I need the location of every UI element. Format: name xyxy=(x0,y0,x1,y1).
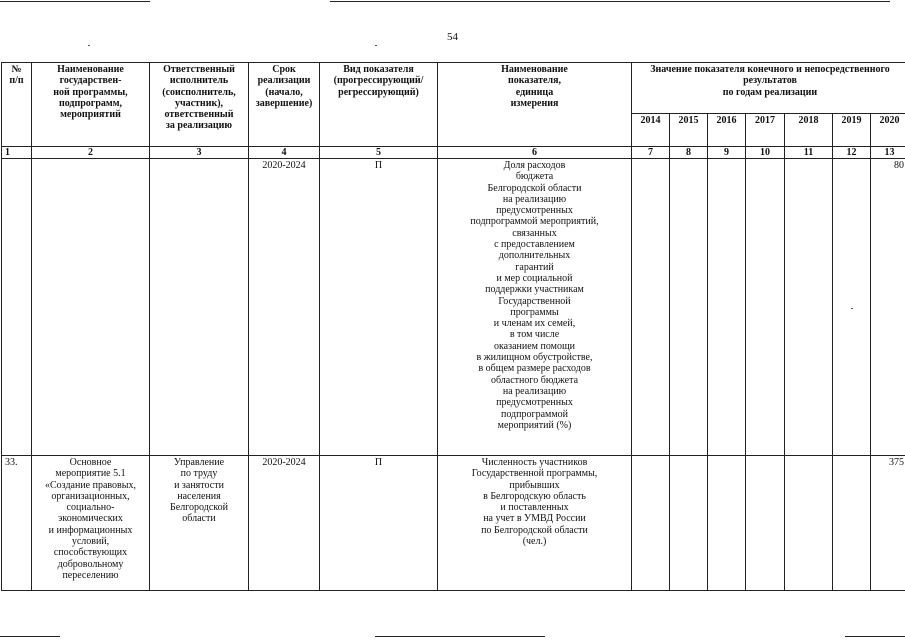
row-value-2020: 375 xyxy=(871,456,905,591)
column-number-row xyxy=(2,147,905,159)
page-number: 54 xyxy=(447,31,458,43)
header-year: 2014 xyxy=(632,114,670,147)
top-edge-line xyxy=(330,1,890,2)
row-value-2015 xyxy=(670,159,708,456)
row-program-name xyxy=(32,159,150,456)
row-value-2015 xyxy=(670,456,708,591)
header-no: № п/п xyxy=(2,63,32,147)
header-year: 2019 xyxy=(833,114,871,147)
bottom-edge-line xyxy=(375,636,545,637)
top-edge-line xyxy=(0,1,150,2)
header-program-name: Наименование государствен- ной программы, подпрограмм, мероприятий xyxy=(32,63,150,147)
header-year: 2017 xyxy=(746,114,785,147)
header-indicator-name: Наименование показателя, единица измерения xyxy=(438,63,632,147)
column-number: 3 xyxy=(150,147,249,159)
column-number: 9 xyxy=(708,147,746,159)
header-year: 2015 xyxy=(670,114,708,147)
column-number: 7 xyxy=(632,147,670,159)
row-responsible: Управление по труду и занятости населения Белгородской области xyxy=(150,456,249,591)
row-value-2017 xyxy=(746,456,785,591)
row-period: 2020-2024 xyxy=(249,159,320,456)
header-period: Срок реализации (начало, завершение) xyxy=(249,63,320,147)
bottom-edge-line xyxy=(0,636,60,637)
row-value-2014 xyxy=(632,159,670,456)
row-value-2018 xyxy=(785,159,833,456)
scan-speck xyxy=(375,45,377,46)
column-number: 6 xyxy=(438,147,632,159)
row-value-2020: 80 xyxy=(871,159,905,456)
row-period: 2020-2024 xyxy=(249,456,320,591)
row-indicator-type: П xyxy=(320,159,438,456)
row-value-2017 xyxy=(746,159,785,456)
row-value-2016 xyxy=(708,456,746,591)
column-number: 1 xyxy=(2,147,32,159)
column-number: 12 xyxy=(833,147,871,159)
row-value-2019 xyxy=(833,456,871,591)
column-number: 2 xyxy=(32,147,150,159)
column-number: 11 xyxy=(785,147,833,159)
header-year: 2020 xyxy=(871,114,905,147)
row-no: 33. xyxy=(2,456,32,591)
column-number: 13 xyxy=(871,147,905,159)
column-number: 8 xyxy=(670,147,708,159)
row-value-2018 xyxy=(785,456,833,591)
row-value-2014 xyxy=(632,456,670,591)
row-no xyxy=(2,159,32,456)
bottom-edge-line xyxy=(845,636,905,637)
header-values-group: Значение показателя конечного и непосредственного результатов по годам реализации xyxy=(632,63,905,114)
row-indicator-name: Численность участников Государственной программы, прибывших в Белгородскую область и поставленных на учет в УМВД России по Белгородской области (чел.) xyxy=(438,456,632,591)
header-year: 2016 xyxy=(708,114,746,147)
table-row xyxy=(2,159,905,456)
table-row xyxy=(2,456,905,591)
row-value-2019 xyxy=(833,159,871,456)
scan-speck xyxy=(88,45,90,46)
column-number: 5 xyxy=(320,147,438,159)
column-number: 4 xyxy=(249,147,320,159)
row-responsible xyxy=(150,159,249,456)
row-value-2016 xyxy=(708,159,746,456)
header-row xyxy=(2,63,905,114)
indicators-table xyxy=(1,62,905,591)
header-responsible: Ответственный исполнитель (соисполнитель, участник), ответственный за реализацию xyxy=(150,63,249,147)
header-year: 2018 xyxy=(785,114,833,147)
header-indicator-type: Вид показателя (прогрессирующий/ регрессирующий) xyxy=(320,63,438,147)
column-number: 10 xyxy=(746,147,785,159)
row-program-name: Основное мероприятие 5.1 «Создание правовых, организационных, социально- экономических и информационных условий, способствующих добровольному переселению xyxy=(32,456,150,591)
row-indicator-type: П xyxy=(320,456,438,591)
row-indicator-name: Доля расходов бюджета Белгородской области на реализацию предусмотренных подпрограммой мероприятий, связанных с предоставлением дополнительных гарантий и мер социальной поддержки участникам Государственной программы и членам их семей, в том числе оказанием помощи в жилищном обустройстве, в общем размере расходов областного бюджета на реализацию предусмотренных подпрограммой мероприятий (%) xyxy=(438,159,632,456)
